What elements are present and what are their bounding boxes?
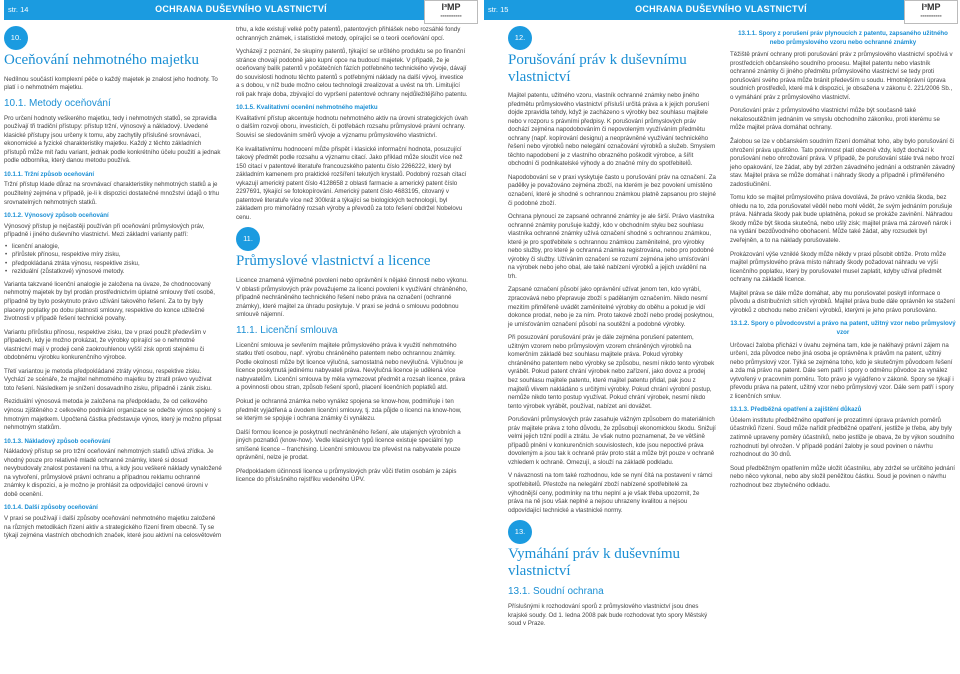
subsection-heading: 10.1.3. Nákladový způsob oceňování (4, 437, 111, 445)
paragraph: Další formou licence je poskytnutí nechráněného řešení, ale utajených výrobních a jiných poznatků (know-how). Vedle klasických typů licence existuje speciální typ smíšené licence – franchising. Licenční smlouvou lze převést na nabyvatele pouze oprávnění, nelze je prodat. (236, 428, 461, 462)
paragraph: Pokud je ochranná známka nebo vynález spojena se know-how, podmiňuje i ten předmět vyjádřená a úvodem licenční smlouvy, tj. zda půjde o licenci na know-how, se kterým se spojuje i ochrana známky či vynálezu. (236, 398, 462, 423)
bullet-item: • reziduální (zůstatkové) výnosové metody. (4, 268, 222, 277)
paragraph: Licenční smlouva je sevřením majitele průmyslového práva k využití nehmotného statku třetí osobou, např. výrobu chráněného patentem nebo ochrannou známky. Podle okolností může být licence výlučná, samostatná nebo nevýlučná. Výlučnou je licence poskytnutá jedinému nabyvateli práva. Nevýlučná licence je udělená více nabyvatelům. Licenční smlouva by měla vymezovat předmět a rozsah licence, práva a povinnosti obou stran, způsob řešení sporů, placení licenčních poplatků atd. (236, 341, 466, 392)
subsection-heading: 13.1.3. Předběžná opatření a zajištění důkazů (730, 406, 862, 414)
subsection-heading: 10.1.5. Kvalitativní ocenění nehmotného majetku (236, 104, 378, 112)
page-number: str. 15 (488, 5, 509, 14)
paragraph: Žalobou se lze v občanském soudním řízení domáhat toho, aby bylo porušování či ohrožení práva upuštěno. Tato povinnost platí obecně vždy, když dochází k porušování nebo ohrožování práva. V případě, že porušování stále trvá nebo hrozí jeho opakování, lze žádat, aby byl zdržen závadného jednání a odstraněn závadný stav. Majitel práva se může domáhat i náhrady škody a případně i přiměřeného zadostiučinění. (730, 138, 955, 188)
chapter-number-badge: 12. (508, 26, 532, 50)
chapter-heading: Oceňování nehmotného majetku (4, 52, 199, 68)
paragraph: V praxi se používají i další způsoby oceňování nehmotného majetku založené na různých metodikách řízení aktiv a strategického řízení firem obecně. Ty se týkají zejména vlastních obchodních značek, které jsou aktivní na celosvětovém (4, 515, 222, 540)
paragraph: Varianta takzvané licenční analogie je založena na úvaze, že chodnocovaný nehmotný majetek by byl prodán prostřednictvím úplatné smlouvy třetí osobě, případně by bylo poskytnuto právo užívání takového řešení. Za to by byly placeny poplatky po dobu platnosti smlouvy, respektive do konce užitečné životnosti v případě řešení technické povahy. (4, 280, 215, 323)
section-heading: 13.1. Soudní ochrana (508, 586, 604, 598)
paragraph: Tržní přístup klade důraz na srovnávací charakteristiky nehmotných statků a je použitelný zejména v případě, je-li k dispozici dostatečné množství údajů o trhu srovnatelných nehmotných statků. (4, 181, 220, 206)
left-col2 (236, 26, 468, 488)
paragraph: Majitel patentu, užitného vzoru, vlastník ochranné známky nebo jiného předmětu průmyslového vlastnictví přísluší určitá práva a k jejich porušení dojde zpravidla tehdy, když je zacházeno s výrobky bez souhlasu majitele nebo v rozporu s právními předpisy. K porušování průmyslových práv dochází zejména napodobováním či nepovoleným využíváním předmětu ochrany (např. kopírování designu) a neoprávněné využívání technického řešení nebo výrobků nebo nelegální označování výrobků a služeb. Smyslem těchto napodobení je z vlastního obrazného poškodit výrobce, a šířit obchodní či podnikatelské výhody a do značné míry do spotřebitelů. (508, 92, 716, 168)
chapter-number-badge: 10. (4, 26, 28, 50)
right-col1 (508, 26, 716, 632)
paragraph: Variantu přírůstku přínosu, respektive zisku, lze v praxi použít především v případech, kdy je možno prokázat, že výrobky opírající se o nehmotné vlastnictví mají v prodeji ceně zaokrouhlenou vyšší zisk oproti stejnému či obdobnému výrobku konkurenčního výrobce. (4, 328, 206, 362)
right-col2 (730, 30, 956, 493)
paragraph: trhu, a kde existují velké počty patentů, patentových přihlášek nebo rozsáhlé fondy ochranných známek, i statistické metody, opírající se o teorii oceňování opcí. (236, 26, 461, 42)
impp-logo: I³MP ■■■■■■■■■■ (904, 0, 958, 24)
chapter-heading: Průmyslové vlastnictví a licence (236, 253, 431, 270)
paragraph: Určovací žaloba přichází v úvahu zejména tam, kde je naléhavý právní zájem na určení, zda původce nebo jiná osoba je oprávněna k právům na patent, užitný nebo průmyslový vzor. Týká se zejména toho, kdo je skutečným původcem řešení a zda má právo na patent. Dále sem patří i spory o odměnu původce za vynález vytvořený v pracovním poměru. Toto právo je vyjádřeno v zákoně. Spory se týkají i převodu práva na patent, užitný vzor nebo průmyslový vzor. Dále sem patří i spory z licenčních smluv. (730, 341, 954, 400)
paragraph: Nedílnou součástí komplexní péče o každý majetek je znalost jeho hodnoty. To platí i o nehmotném majetku. (4, 75, 218, 92)
paragraph: Soud předběžným opatřením může uložit účastníku, aby zdržel se určitého jednání nebo něco vykonal, nebo aby složil peněžitou částku. Soud je povinen o návrhu rozhodnout bez zbytečného odkladu. (730, 464, 955, 489)
left-col1 (4, 26, 222, 544)
paragraph: Porušování průmyslových práv zasahuje vážným způsobem do materiálních práv majitele práva z toho důvodu, že způsobují ekonomickou škodu. Snižují velmi jejich tržní podíl a ztrátu. Je však nutno poznamenat, že ve většině případů plnění v konkurenčních souvislostech, kde jsou nepoctivé práva dovoleným a jsou tak k ochraně práv proto stát a může být pouze v ochraně vzhledem k ochraně. Omezují, a slouží na základě podkladu. (508, 416, 716, 466)
paragraph: Výnosový přístup je nejčastěji používán při oceňování průmyslových práv, případně i jiného duševního vlastnictví. Mezi základní varianty patří: (4, 222, 205, 239)
bullet-item: • licenční analogie, (4, 243, 222, 252)
subsection-heading: 10.1.4. Další způsoby oceňování (4, 504, 98, 512)
paragraph: Nákladový přístup se pro tržní oceňování nehmotných statků užívá zřídka. Je vhodný pouze pro relativně mladé ochranné známky, které si dosud nevybudovaly znalost postavení na trhu, a kdy jsou veškeré náklady vynaložené na vytvoření, průmyslové právní ochranu a případnou reklamu ochranné známky k dispozici, a je možno je prohlásit za odpovídající cenové úrovni v době ocenění. (4, 448, 222, 498)
paragraph: Tomu kdo se majitel průmyslového práva dovolává, že právo vznikla škoda, bez ohledu na to, zda porušovatel věděl nebo mohl vědět, že svým jednáním porušuje práva. Náhrada škody pak bude uplatněna, pokud se prokáže zavinění. Náhradou škody může být škoda skutečná, nebo ušlý zisk; majitel práva má zároveň nárok i na vydání bezdůvodného obohacení. Může také žádat, aby rozsudek byl zveřejněn, a to na náklady porušovatele. (730, 194, 953, 245)
header-title: OCHRANA DUŠEVNÍHO VLASTNICTVÍ (155, 4, 327, 14)
chapter-heading: Vymáhání práv k duševnímu vlastnictví (508, 546, 681, 579)
paragraph: Těžiště právní ochrany proti porušování práv z průmyslového vlastnictví spočívá v prostředcích občanského soudního procesu. Majitel patentu nebo vlastník ochranné známky či jiného předmětu průmyslového vlastnictví se tedy proti porušování svého práva může bránit především u soudu. Hmotněprávní úprava soudních prostředků, které má k dispozici, je obsažena v zákonu č. 221/2006 Sb., o vymáhání práv z průmyslového vlastnictví. (730, 51, 953, 101)
subsection-heading: 13.1.2. Spory o původcovství a právo na patent, užitný vzor nebo průmyslový vzor (730, 320, 956, 336)
paragraph: Vycházejí z poznání, že skupiny patentů, týkající se určitého produktu se po finanční stránce chovají podobně jako kupní opce na budoucí majetek. V případě, že je oceňovaný balík patentů v počátečních fázích potřebného technického vývoje, dávají do souvislosti hodnotu těchto patentů s potřebnými náklady na další vývoj, investice a s dobou, v níž bude možno celou technologii zrealizovat a uvést na trh. Limitující roli pak hraje doba, zbývající do vypršení patentové ochrany nejdůležitějšího patentu. (236, 48, 468, 98)
paragraph: Porušování práv z průmyslového vlastnictví může být současně také nekalosoutěžním jednáním ve smyslu obchodního zákoníku, proti kterému se může majitel práva domáhat ochrany. (730, 107, 940, 132)
chapter-heading: Porušování práv k duševnímu vlastnictví (508, 52, 687, 85)
paragraph: Předpokladem účinnosti licence u průmyslových práv vůči třetím osobám je zápis licence do příslušného rejstříku vedeného ÚPV. (236, 467, 457, 484)
paragraph: Ke kvalitativnímu hodnocení může přispět i klasické informační hodnota, posuzující takový předmět podle rozsahu a významu citací. Jako příklad může sloužit více než 150 citací v patentové literatuře francouzského patentu číslo 2266222, který byl základním kamenem pro praktické rozšíření tekutých krystalů. Podobný rozsah citací vykazují americký patent číslo 4128658 z oblasti farmacie a americký patent číslo 2297691, týkající se fotokopírování. Americký patent číslo 4683195, citovaný v patentové literatuře více než 300krát a týkající se biologických technologií, byl základem pro mimořádný rozsah výroby a převodů za toto řešení obdržel Nobelovu cenu. (236, 145, 467, 221)
page-number: str. 14 (8, 5, 29, 14)
chapter-number-badge: 13. (508, 520, 532, 544)
impp-logo: I³MP ■■■■■■■■■■ (424, 0, 478, 24)
paragraph: Při posuzování porušování práv je dále zejména porušení patentem, užitným vzorem nebo průmyslovým vzorem chráněných výrobků na komerčním základě bez souhlasu majitele práva. Pokud výrobky chráněného patentem nebo výrobky se způsobu, nesmí nikdo tento výrobek vyrábět. Pokud patent chrání výrobek nebo zařízení, jako dovoz a prodej bez souhlasu majitele patentu, které majitel patentu přidal, pak jsou z majitelů vlivem nakládáno s určitými výrobky. Pokud chrání výrobní postup, nemůže nikdo tento postup využívat. Pokud chrání výrobek, nesmí nikdo tento výrobek vyrábět, používat, nabízet ani dovážet. (508, 334, 715, 410)
paragraph: Třetí variantou je metoda předpokládané ztráty výnosu, respektive zisku. Vychází ze scénáře, že majitel nehmotného majetku by ztratil právo využívat toto řešení. Následkem je snížení dosavadního zisku, případně i zánik zisku. (4, 367, 212, 392)
header-title: OCHRANA DUŠEVNÍHO VLASTNICTVÍ (635, 4, 807, 14)
paragraph: Licence znamená výjimečné povolení nebo oprávnění k nějaké činnosti nebo výkonu. V oblasti průmyslových práv považujeme za licenci povolení k využívání chráněného, případně nechráněného technického řešení nebo práva na označení (ochranné známky), které majitel za úhradu poskytuje. V praxi se jedná o smlouvu podobnou smlouvě nájemní. (236, 276, 468, 319)
subsection-heading: 10.1.2. Výnosový způsob oceňování (4, 212, 109, 220)
bullet-item: • předpokládaná ztráta výnosu, respektive zisku, (4, 260, 222, 269)
paragraph: Ochrana plynoucí ze zapsané ochranné známky je ale širší. Právo vlastníka ochranné známky porušuje každý, kdo v obchodním styku bez souhlasu vlastníka ochranné známky užívá označení shodné s ochrannou známkou, které je pro spotřebitele s ochrannou známkou zaměnitelné, pro výrobky nebo služby, pro které je ochranná známka registrována, nebo pro podobné výrobky či služby. Užíváním označení se rozumí zejména jeho umísťování na výrobek nebo jeho obal, ale také nabízení výrobků a jejich uvádění na trh. (508, 213, 715, 280)
right-page (484, 0, 958, 674)
paragraph: Majitel práva se dále může domáhat, aby mu porušovatel poskytl informace o původu a distribučních sítích výrobků. Majitel práva bude dále oprávněn ke stažení výrobků z obchodu nebo zničení výrobků, kterými je jeho právo porušováno. (730, 289, 955, 314)
paragraph: Účelem institutu předběžného opatření je prozatímní úprava právních poměrů účastníků řízení. Soud může nařídit předběžné opatření, jestliže je třeba, aby byly zatímně upraveny poměry účastníků, nebo jestliže je obava, že by výkon soudního rozhodnutí byl ohrožen. V případě podání žaloby je soud povinen o návrhu rozhodnout do 30 dnů. (730, 416, 955, 459)
paragraph: Kvalitativní přístup akcentuje hodnotu nehmotného aktiv na úrovni strategických úvah o dalším rozvoji oboru, investicích, či potřebách rozsahu průmyslové právní ochrany. Souvisí se sledováním směrů vývoje a významu průmyslového vlastnictví. (236, 114, 468, 140)
paragraph: Reziduální výnosová metoda je založena na předpokladu, že od celkového výnosu zjištěného z celkového podnikání organizace se odečte výnos spojený s hmotným majetkem. Upočtená částka představuje výnos, který je možno připsat nehmotným statkům. (4, 398, 222, 432)
paragraph: Příslušnými k rozhodování sporů z průmyslového vlastnictví jsou dnes krajské soudy. Od 1. ledna 2008 pak bude rozhodovat tyto spory Městský soud v Praze. (508, 603, 708, 628)
paragraph: Pro určení hodnoty veškerého majetku, tedy i nehmotných statků, se zpravidla používají tři tradiční přístupy: přístup tržní, výnosový a nákladový. Uvedené klasické přístupy jsou určeny k tomu, aby zachytily příslušné srovnávací, ekonomické a fyzické charakteristiky majetku. Každý z těchto základních přístupů může mít řadu variant, jednak podle konkrétního účelu použití a jednak podle odborníka, který danou metodu používá. (4, 114, 221, 165)
left-page (4, 0, 478, 674)
section-heading: 10.1. Metody oceňování (4, 97, 111, 109)
paragraph: Prokázování výše vzniklé škody může někdy v praxi působit obtíže. Proto může majitel průmyslového práva místo náhrady škody požadovat náhradu ve výši licenčního poplatku, který by porušovatel musel zaplatit, kdyby užíval předmět ochrany na základě licence. (730, 250, 947, 284)
page-header (4, 0, 478, 20)
paragraph: Zapsané označení působí jako oprávnění užívat jenom ten, kdo vyrábí, zpracovává nebo přepravuje zboží s padělaným označením. Nikdo nesmí mezitím přiměřeně uvádět zaměnitelné výrobky do oběhu a pokud je vidí dokonce prodat, nebo je za ním. Proto takové zboží nebo prodej poskytnou, je umísťováním označení působí na soutěžní a podobné výrobky. (508, 286, 714, 328)
chapter-number-badge: 11. (236, 227, 260, 251)
subsection-heading: 10.1.1. Tržní způsob oceňování (4, 170, 95, 178)
paragraph: V návaznosti na tom také rozhodnou, kde se nyní čítá na postavení v rámci spotřebitelů. Přestože na nelegální zboží nabízené spotřebitelé za výhodnější ceny, podmínky na trhu neplní a je však třeba upozornit, že práva na ně jsou však neplné a nejsou uhrazeny kvalitou a nejsou odpovídající technické a vlastnické normy. (508, 472, 713, 514)
section-heading: 11.1. Licenční smlouva (236, 324, 338, 336)
page-header (484, 0, 958, 20)
paragraph: Napodobování se v praxi vyskytuje často u porušování práv na označení. Za padělky je považováno zejména zboží, na kterém je bez povolení umístěno označení, které je shodné s ochrannou známkou platně zapsanou pro stejné či podobné zboží. (508, 173, 716, 207)
bullet-item: • přírůstek přínosu, respektive míry zisku, (4, 251, 222, 260)
subsection-heading: 13.1.1. Spory z porušení práv plynoucích z patentu, zapsaného užitného nebo průmyslového vzoru nebo ochranné známky (738, 30, 948, 46)
